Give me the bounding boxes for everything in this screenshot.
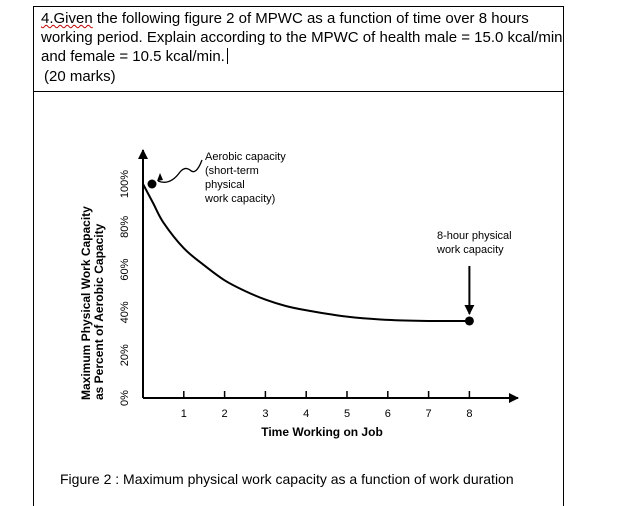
x-tick-label: 6: [384, 408, 391, 420]
question-line-3[interactable]: and female = 10.5 kcal/min.: [41, 48, 228, 66]
eight-hour-capacity-label: 8-hour physical: [437, 230, 512, 242]
y-tick-label: 100%: [119, 169, 131, 199]
end-point: [465, 316, 474, 325]
x-tick-label: 2: [221, 408, 228, 420]
aerobic-capacity-label: Aerobic capacity: [205, 151, 286, 163]
y-axis-title-line-2: as Percent of Aerobic Capacity: [92, 223, 106, 400]
y-tick-label: 20%: [119, 344, 131, 367]
aerobic-capacity-label: work capacity): [205, 193, 276, 205]
start-point: [148, 180, 157, 189]
x-tick-label: 3: [262, 408, 269, 420]
aerobic-callout-line: [158, 160, 202, 182]
x-tick-label: 5: [343, 408, 351, 420]
question-line-1: 4.Given the following figure 2 of MPWC as a function of time over 8 hours: [41, 10, 529, 27]
aerobic-capacity-label: (short-term: [205, 165, 259, 177]
x-tick-label: 8: [466, 408, 473, 420]
y-axis-title: [79, 206, 106, 400]
marks-label: (20 marks): [44, 68, 116, 85]
x-tick-label: 1: [180, 408, 187, 420]
aerobic-callout-arrowhead: [157, 173, 163, 181]
y-tick-label: 0%: [119, 390, 131, 406]
question-line-2: working period. Explain according to the MPWC of health male = 15.0 kcal/min: [41, 29, 563, 46]
y-tick-label: 60%: [119, 258, 131, 281]
x-axis-title: Time Working on Job: [261, 425, 383, 439]
y-tick-label: 40%: [119, 301, 131, 324]
y-axis-title-line-1: Maximum Physical Work Capacity: [79, 206, 93, 400]
y-tick-label: 80%: [119, 215, 131, 238]
eight-hour-capacity-label: work capacity: [437, 244, 504, 256]
question-number: 4.Given: [41, 10, 93, 27]
aerobic-capacity-label: physical: [205, 179, 245, 191]
x-tick-label: 7: [425, 408, 432, 420]
x-tick-label: 4: [303, 408, 310, 420]
mpwc-curve: [143, 184, 469, 321]
figure-caption: Figure 2 : Maximum physical work capacity as a function of work duration: [60, 471, 514, 487]
